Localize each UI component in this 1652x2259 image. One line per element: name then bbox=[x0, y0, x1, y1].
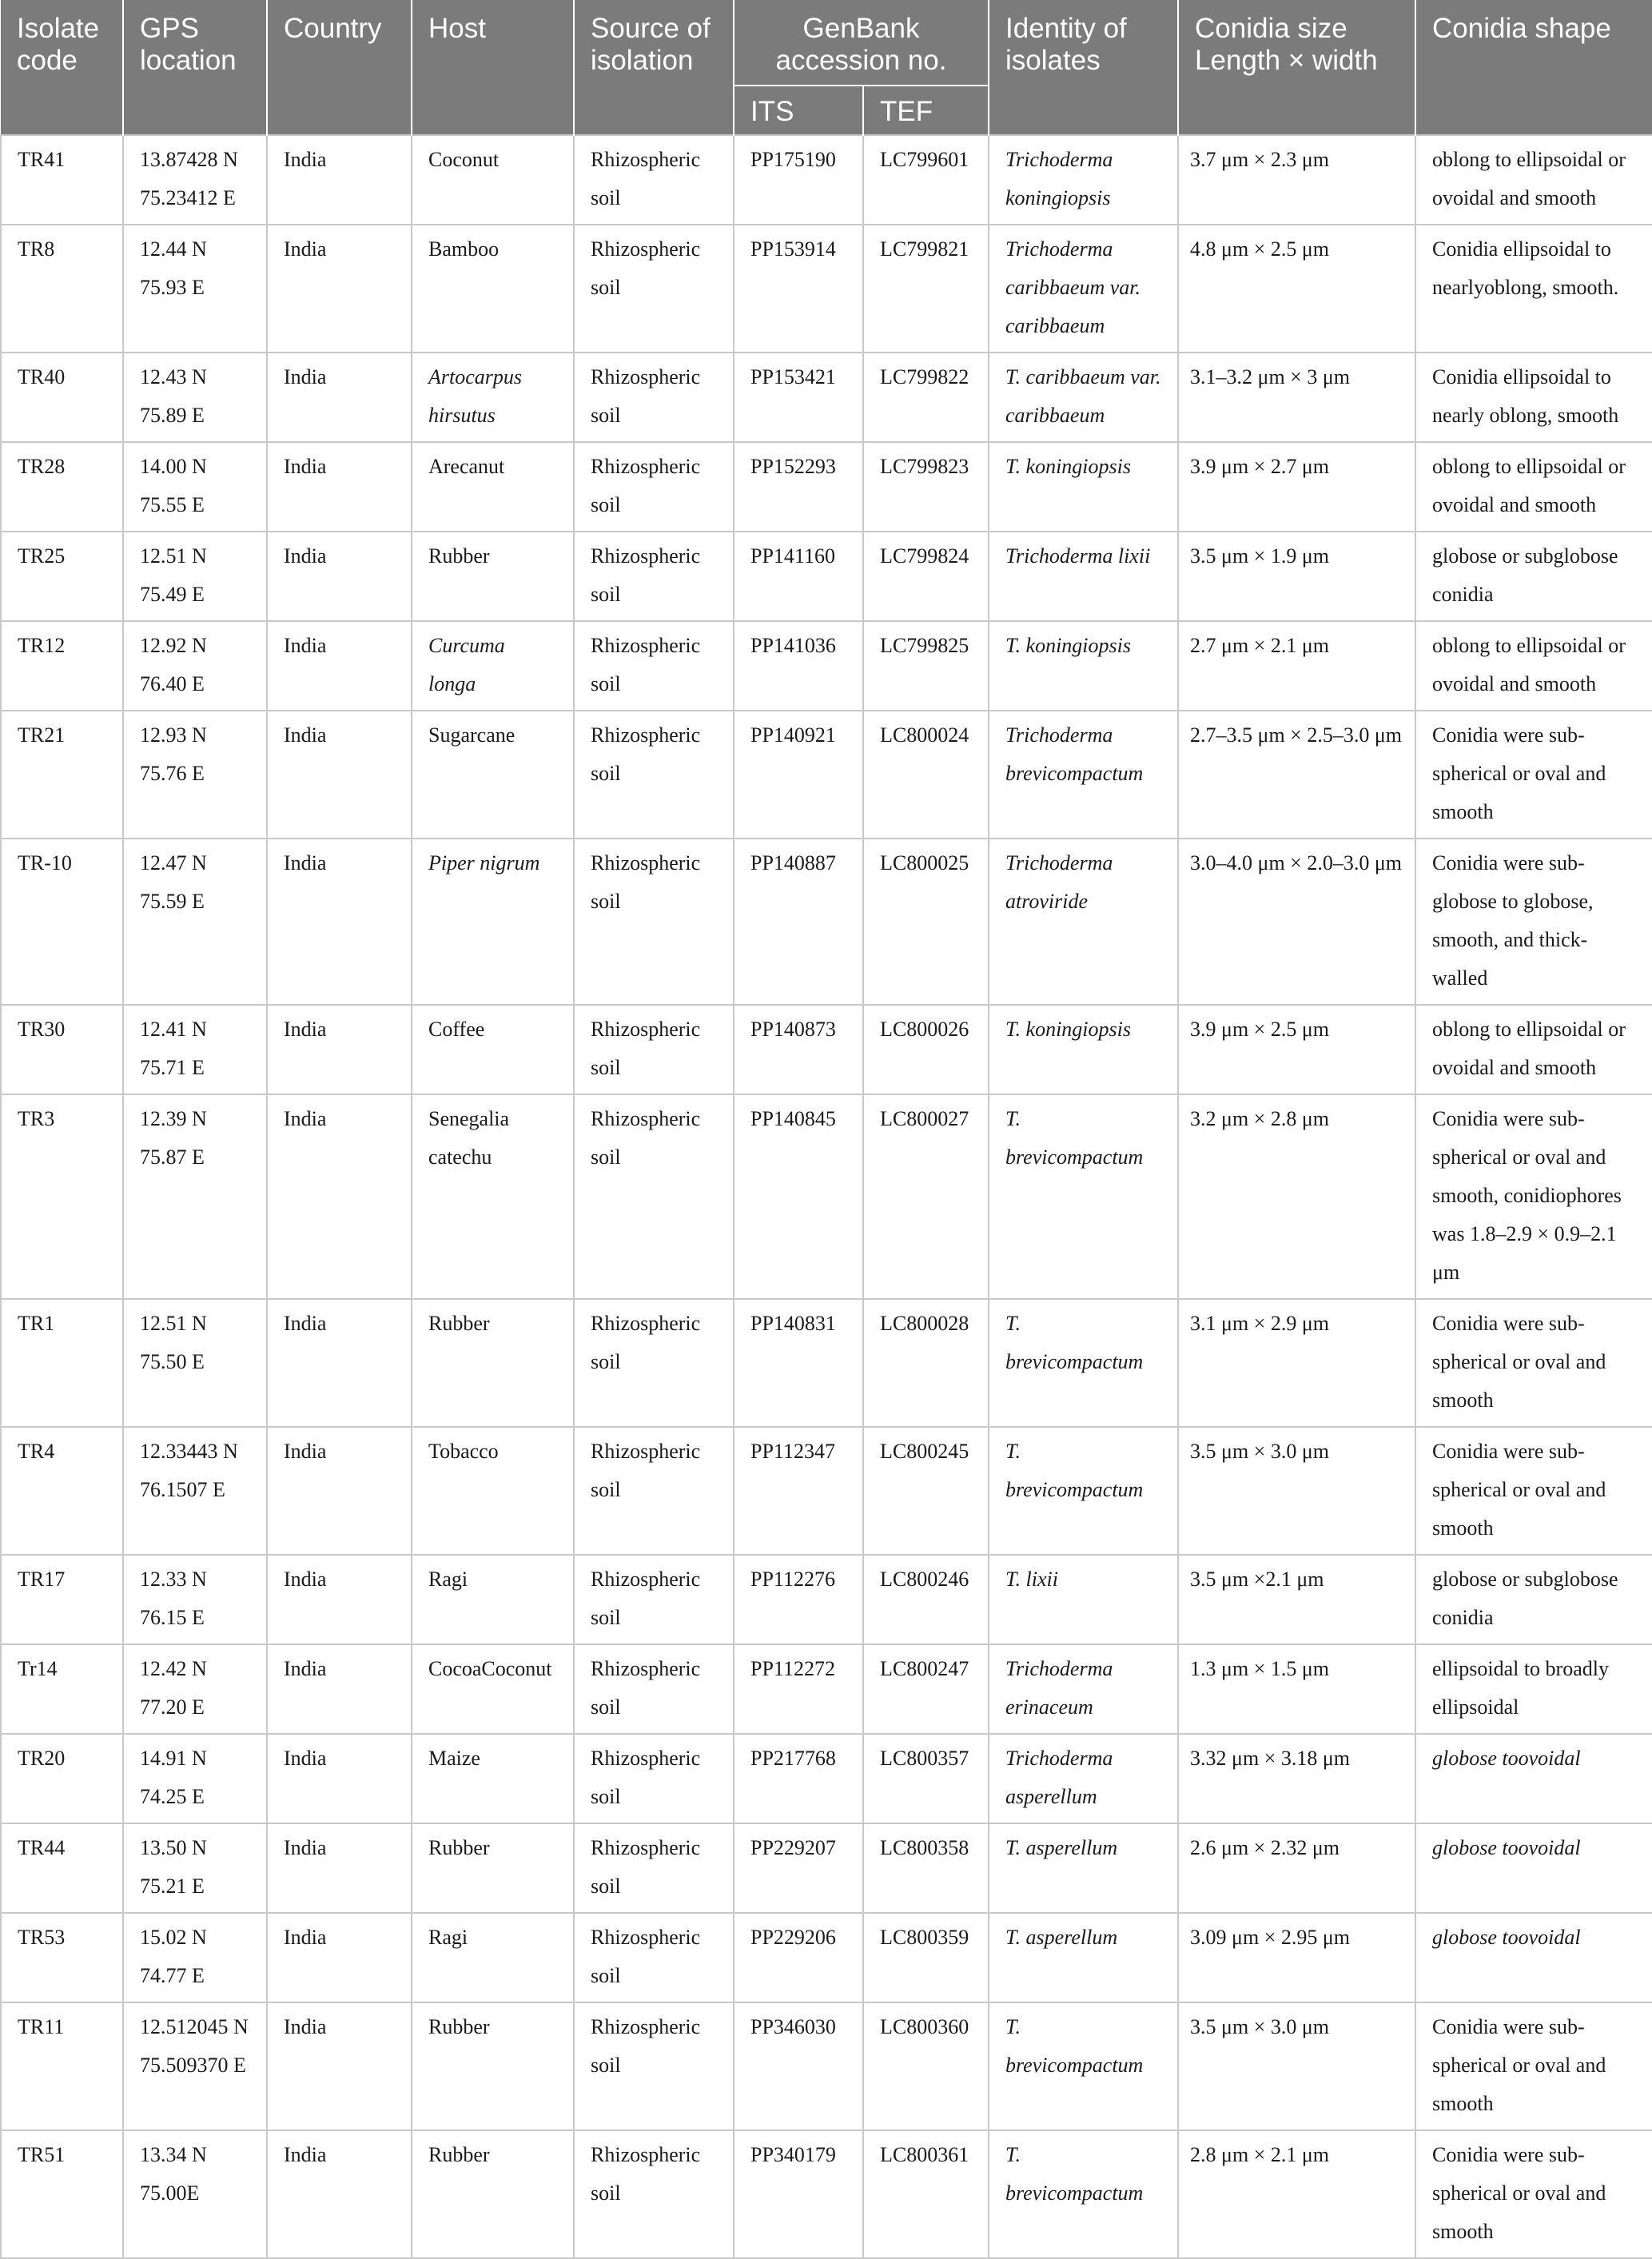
conidia-shape-cell: globose or subglobose conidia bbox=[1415, 532, 1652, 621]
gps-cell bbox=[123, 839, 267, 1005]
isolate-code-cell: TR8 bbox=[1, 225, 123, 353]
gps-cell bbox=[123, 1644, 267, 1734]
country-cell: India bbox=[267, 225, 412, 353]
tef-accession-cell: LC799823 bbox=[863, 442, 989, 532]
table-row bbox=[1, 711, 1652, 839]
table-row bbox=[1, 1555, 1652, 1644]
isolate-code-cell: Tr14 bbox=[1, 1644, 123, 1734]
host-cell: Sugarcane bbox=[412, 711, 574, 839]
conidia-size-cell: 3.9 μm × 2.5 μm bbox=[1178, 1005, 1415, 1094]
conidia-size-cell: 3.5 μm × 3.0 μm bbox=[1178, 2002, 1415, 2130]
conidia-shape-cell: oblong to ellipsoidal or ovoidal and smooth bbox=[1415, 621, 1652, 711]
host-cell: Ragi bbox=[412, 1555, 574, 1644]
its-accession-cell: PP140873 bbox=[734, 1005, 863, 1094]
gps-longitude: 75.49 E bbox=[140, 583, 205, 606]
country-cell: India bbox=[267, 2130, 412, 2258]
tef-accession-cell: LC800247 bbox=[863, 1644, 989, 1734]
header-host: Host bbox=[412, 0, 574, 135]
its-accession-cell: PP141160 bbox=[734, 532, 863, 621]
country-cell: India bbox=[267, 1644, 412, 1734]
host-cell: Coconut bbox=[412, 135, 574, 225]
country-cell: India bbox=[267, 1427, 412, 1555]
conidia-size-cell: 3.5 μm × 3.0 μm bbox=[1178, 1427, 1415, 1555]
source-cell: Rhizospheric soil bbox=[574, 532, 734, 621]
conidia-shape-cell: oblong to ellipsoidal or ovoidal and smooth bbox=[1415, 135, 1652, 225]
table-row bbox=[1, 621, 1652, 711]
tef-accession-cell: LC799824 bbox=[863, 532, 989, 621]
conidia-shape-cell: Conidia ellipsoidal to nearly oblong, smooth bbox=[1415, 353, 1652, 442]
gps-cell bbox=[123, 1734, 267, 1823]
host-cell: Artocarpus hirsutus bbox=[412, 353, 574, 442]
host-cell: Arecanut bbox=[412, 442, 574, 532]
gps-latitude: 12.43 N bbox=[140, 365, 207, 388]
host-cell: Rubber bbox=[412, 2130, 574, 2258]
isolate-code-cell: TR1 bbox=[1, 1299, 123, 1427]
conidia-shape-cell: Conidia were sub-spherical or oval and smooth bbox=[1415, 1427, 1652, 1555]
country-cell: India bbox=[267, 1094, 412, 1299]
its-accession-cell: PP340179 bbox=[734, 2130, 863, 2258]
source-cell: Rhizospheric soil bbox=[574, 1427, 734, 1555]
gps-cell bbox=[123, 353, 267, 442]
isolate-code-cell: TR44 bbox=[1, 1823, 123, 1913]
header-identity: Identity of isolates bbox=[989, 0, 1178, 135]
gps-longitude: 75.21 E bbox=[140, 1875, 205, 1898]
identity-cell: T. brevicompactum bbox=[989, 1094, 1178, 1299]
tef-accession-cell: LC800025 bbox=[863, 839, 989, 1005]
table-row bbox=[1, 135, 1652, 225]
conidia-shape-cell: Conidia ellipsoidal to nearlyoblong, smooth. bbox=[1415, 225, 1652, 353]
host-cell: Ragi bbox=[412, 1913, 574, 2002]
conidia-size-cell: 3.0–4.0 μm × 2.0–3.0 μm bbox=[1178, 839, 1415, 1005]
identity-cell: T. lixii bbox=[989, 1555, 1178, 1644]
conidia-size-cell: 2.7–3.5 μm × 2.5–3.0 μm bbox=[1178, 711, 1415, 839]
gps-cell bbox=[123, 621, 267, 711]
gps-longitude: 75.71 E bbox=[140, 1056, 205, 1079]
its-accession-cell: PP346030 bbox=[734, 2002, 863, 2130]
its-accession-cell: PP141036 bbox=[734, 621, 863, 711]
header-tef: TEF bbox=[863, 86, 989, 135]
gps-longitude: 75.76 E bbox=[140, 762, 205, 785]
gps-latitude: 12.512045 N bbox=[140, 2015, 249, 2038]
gps-latitude: 13.87428 N bbox=[140, 148, 238, 171]
gps-cell bbox=[123, 135, 267, 225]
its-accession-cell: PP112272 bbox=[734, 1644, 863, 1734]
conidia-size-cell: 2.8 μm × 2.1 μm bbox=[1178, 2130, 1415, 2258]
header-source: Source of isolation bbox=[574, 0, 734, 135]
its-accession-cell: PP140887 bbox=[734, 839, 863, 1005]
identity-cell: T. koningiopsis bbox=[989, 1005, 1178, 1094]
conidia-size-cell: 3.1–3.2 μm × 3 μm bbox=[1178, 353, 1415, 442]
host-cell: Coffee bbox=[412, 1005, 574, 1094]
conidia-shape-cell: globose toovoidal bbox=[1415, 1734, 1652, 1823]
isolate-code-cell: TR3 bbox=[1, 1094, 123, 1299]
conidia-size-cell: 3.09 μm × 2.95 μm bbox=[1178, 1913, 1415, 2002]
source-cell: Rhizospheric soil bbox=[574, 1555, 734, 1644]
gps-longitude: 75.59 E bbox=[140, 890, 205, 913]
isolate-code-cell: TR41 bbox=[1, 135, 123, 225]
table-row bbox=[1, 532, 1652, 621]
conidia-shape-cell: Conidia were sub-spherical or oval and smooth bbox=[1415, 2130, 1652, 2258]
its-accession-cell: PP152293 bbox=[734, 442, 863, 532]
source-cell: Rhizospheric soil bbox=[574, 442, 734, 532]
gps-latitude: 12.47 N bbox=[140, 851, 207, 875]
country-cell: India bbox=[267, 1005, 412, 1094]
tef-accession-cell: LC800245 bbox=[863, 1427, 989, 1555]
its-accession-cell: PP112347 bbox=[734, 1427, 863, 1555]
isolate-code-cell: TR25 bbox=[1, 532, 123, 621]
source-cell: Rhizospheric soil bbox=[574, 1005, 734, 1094]
conidia-size-cell: 3.1 μm × 2.9 μm bbox=[1178, 1299, 1415, 1427]
identity-cell: Trichoderma caribbaeum var. caribbaeum bbox=[989, 225, 1178, 353]
isolate-code-cell: TR28 bbox=[1, 442, 123, 532]
gps-cell bbox=[123, 532, 267, 621]
its-accession-cell: PP140845 bbox=[734, 1094, 863, 1299]
source-cell: Rhizospheric soil bbox=[574, 711, 734, 839]
isolate-code-cell: TR53 bbox=[1, 1913, 123, 2002]
isolate-code-cell: TR21 bbox=[1, 711, 123, 839]
gps-latitude: 12.39 N bbox=[140, 1107, 207, 1130]
source-cell: Rhizospheric soil bbox=[574, 621, 734, 711]
gps-cell bbox=[123, 1005, 267, 1094]
gps-latitude: 12.44 N bbox=[140, 237, 207, 261]
table-row bbox=[1, 2002, 1652, 2130]
host-cell: Tobacco bbox=[412, 1427, 574, 1555]
gps-longitude: 75.23412 E bbox=[140, 186, 236, 209]
table-row bbox=[1, 1823, 1652, 1913]
table-row bbox=[1, 1005, 1652, 1094]
gps-latitude: 12.51 N bbox=[140, 1312, 207, 1335]
source-cell: Rhizospheric soil bbox=[574, 2130, 734, 2258]
gps-longitude: 75.89 E bbox=[140, 404, 205, 427]
tef-accession-cell: LC800246 bbox=[863, 1555, 989, 1644]
identity-cell: T. koningiopsis bbox=[989, 442, 1178, 532]
country-cell: India bbox=[267, 2002, 412, 2130]
host-cell: Bamboo bbox=[412, 225, 574, 353]
gps-longitude: 74.25 E bbox=[140, 1785, 205, 1808]
conidia-shape-cell: Conidia were sub-spherical or oval and smooth bbox=[1415, 711, 1652, 839]
host-cell: Rubber bbox=[412, 1299, 574, 1427]
conidia-size-cell: 4.8 μm × 2.5 μm bbox=[1178, 225, 1415, 353]
gps-longitude: 76.1507 E bbox=[140, 1478, 225, 1501]
country-cell: India bbox=[267, 839, 412, 1005]
isolate-code-cell: TR12 bbox=[1, 621, 123, 711]
identity-cell: T. brevicompactum bbox=[989, 2130, 1178, 2258]
host-cell: CocoaCoconut bbox=[412, 1644, 574, 1734]
source-cell: Rhizospheric soil bbox=[574, 1823, 734, 1913]
its-accession-cell: PP229207 bbox=[734, 1823, 863, 1913]
identity-cell: T. asperellum bbox=[989, 1823, 1178, 1913]
its-accession-cell: PP153914 bbox=[734, 225, 863, 353]
country-cell: India bbox=[267, 532, 412, 621]
its-accession-cell: PP175190 bbox=[734, 135, 863, 225]
gps-cell bbox=[123, 1555, 267, 1644]
tef-accession-cell: LC799825 bbox=[863, 621, 989, 711]
conidia-shape-cell: Conidia were sub-globose to globose, smooth, and thick-walled bbox=[1415, 839, 1652, 1005]
header-country: Country bbox=[267, 0, 412, 135]
host-cell: Piper nigrum bbox=[412, 839, 574, 1005]
gps-cell bbox=[123, 225, 267, 353]
gps-latitude: 12.42 N bbox=[140, 1657, 207, 1680]
source-cell: Rhizospheric soil bbox=[574, 839, 734, 1005]
country-cell: India bbox=[267, 621, 412, 711]
identity-cell: Trichoderma koningiopsis bbox=[989, 135, 1178, 225]
table-row bbox=[1, 442, 1652, 532]
gps-longitude: 75.55 E bbox=[140, 493, 205, 516]
gps-longitude: 76.40 E bbox=[140, 672, 205, 695]
header-conidia-size: Conidia size Length × width bbox=[1178, 0, 1415, 135]
identity-cell: T. brevicompactum bbox=[989, 1427, 1178, 1555]
gps-cell bbox=[123, 1299, 267, 1427]
header-gps-location: GPS location bbox=[123, 0, 267, 135]
host-cell: Senegalia catechu bbox=[412, 1094, 574, 1299]
country-cell: India bbox=[267, 353, 412, 442]
table-row bbox=[1, 1913, 1652, 2002]
tef-accession-cell: LC800357 bbox=[863, 1734, 989, 1823]
header-conidia-shape: Conidia shape bbox=[1415, 0, 1652, 135]
table-row bbox=[1, 353, 1652, 442]
gps-cell bbox=[123, 1913, 267, 2002]
gps-latitude: 12.93 N bbox=[140, 723, 207, 747]
conidia-shape-cell: globose or subglobose conidia bbox=[1415, 1555, 1652, 1644]
isolate-code-cell: TR4 bbox=[1, 1427, 123, 1555]
gps-longitude: 75.00E bbox=[140, 2181, 200, 2205]
gps-latitude: 12.33443 N bbox=[140, 1440, 238, 1463]
host-cell: Curcuma longa bbox=[412, 621, 574, 711]
tef-accession-cell: LC800027 bbox=[863, 1094, 989, 1299]
header-genbank: GenBank accession no. bbox=[734, 0, 989, 86]
source-cell: Rhizospheric soil bbox=[574, 1734, 734, 1823]
source-cell: Rhizospheric soil bbox=[574, 1094, 734, 1299]
tef-accession-cell: LC800028 bbox=[863, 1299, 989, 1427]
conidia-size-cell: 3.5 μm × 1.9 μm bbox=[1178, 532, 1415, 621]
its-accession-cell: PP229206 bbox=[734, 1913, 863, 2002]
table-row bbox=[1, 1299, 1652, 1427]
conidia-shape-cell: oblong to ellipsoidal or ovoidal and smooth bbox=[1415, 1005, 1652, 1094]
identity-cell: Trichoderma lixii bbox=[989, 532, 1178, 621]
tef-accession-cell: LC800358 bbox=[863, 1823, 989, 1913]
country-cell: India bbox=[267, 1823, 412, 1913]
host-cell: Rubber bbox=[412, 532, 574, 621]
table-row bbox=[1, 225, 1652, 353]
conidia-size-cell: 3.9 μm × 2.7 μm bbox=[1178, 442, 1415, 532]
conidia-shape-cell: ellipsoidal to broadly ellipsoidal bbox=[1415, 1644, 1652, 1734]
table-body bbox=[1, 135, 1652, 2258]
gps-cell bbox=[123, 711, 267, 839]
gps-latitude: 15.02 N bbox=[140, 1926, 207, 1949]
country-cell: India bbox=[267, 1734, 412, 1823]
table-row bbox=[1, 1094, 1652, 1299]
its-accession-cell: PP112276 bbox=[734, 1555, 863, 1644]
isolate-code-cell: TR40 bbox=[1, 353, 123, 442]
conidia-shape-cell: globose toovoidal bbox=[1415, 1823, 1652, 1913]
gps-longitude: 75.509370 E bbox=[140, 2054, 246, 2077]
conidia-size-cell: 2.7 μm × 2.1 μm bbox=[1178, 621, 1415, 711]
conidia-size-cell: 3.32 μm × 3.18 μm bbox=[1178, 1734, 1415, 1823]
conidia-shape-cell: Conidia were sub-spherical or oval and smooth bbox=[1415, 1299, 1652, 1427]
isolate-code-cell: TR30 bbox=[1, 1005, 123, 1094]
header-isolate-code: Isolate code bbox=[1, 0, 123, 135]
identity-cell: T. caribbaeum var. caribbaeum bbox=[989, 353, 1178, 442]
its-accession-cell: PP217768 bbox=[734, 1734, 863, 1823]
isolate-code-cell: TR51 bbox=[1, 2130, 123, 2258]
source-cell: Rhizospheric soil bbox=[574, 2002, 734, 2130]
its-accession-cell: PP153421 bbox=[734, 353, 863, 442]
gps-latitude: 13.50 N bbox=[140, 1836, 207, 1859]
source-cell: Rhizospheric soil bbox=[574, 353, 734, 442]
gps-cell bbox=[123, 1094, 267, 1299]
source-cell: Rhizospheric soil bbox=[574, 225, 734, 353]
gps-cell bbox=[123, 442, 267, 532]
identity-cell: Trichoderma atroviride bbox=[989, 839, 1178, 1005]
identity-cell: Trichoderma asperellum bbox=[989, 1734, 1178, 1823]
source-cell: Rhizospheric soil bbox=[574, 1644, 734, 1734]
country-cell: India bbox=[267, 1913, 412, 2002]
isolate-code-cell: TR-10 bbox=[1, 839, 123, 1005]
gps-longitude: 74.77 E bbox=[140, 1964, 205, 1987]
gps-cell bbox=[123, 1823, 267, 1913]
gps-cell bbox=[123, 2130, 267, 2258]
isolate-code-cell: TR11 bbox=[1, 2002, 123, 2130]
identity-cell: T. brevicompactum bbox=[989, 2002, 1178, 2130]
conidia-shape-cell: Conidia were sub-spherical or oval and smooth bbox=[1415, 2002, 1652, 2130]
country-cell: India bbox=[267, 135, 412, 225]
identity-cell: T. brevicompactum bbox=[989, 1299, 1178, 1427]
table-row bbox=[1, 839, 1652, 1005]
country-cell: India bbox=[267, 1299, 412, 1427]
gps-longitude: 75.50 E bbox=[140, 1350, 205, 1373]
its-accession-cell: PP140921 bbox=[734, 711, 863, 839]
table-row bbox=[1, 2130, 1652, 2258]
host-cell: Maize bbox=[412, 1734, 574, 1823]
identity-cell: Trichoderma erinaceum bbox=[989, 1644, 1178, 1734]
gps-latitude: 12.92 N bbox=[140, 634, 207, 657]
country-cell: India bbox=[267, 711, 412, 839]
host-cell: Rubber bbox=[412, 2002, 574, 2130]
conidia-shape-cell: globose toovoidal bbox=[1415, 1913, 1652, 2002]
gps-latitude: 12.33 N bbox=[140, 1568, 207, 1591]
identity-cell: Trichoderma brevicompactum bbox=[989, 711, 1178, 839]
identity-cell: T. asperellum bbox=[989, 1913, 1178, 2002]
identity-cell: T. koningiopsis bbox=[989, 621, 1178, 711]
source-cell: Rhizospheric soil bbox=[574, 1299, 734, 1427]
table-header bbox=[1, 0, 1652, 135]
host-cell: Rubber bbox=[412, 1823, 574, 1913]
conidia-shape-cell: oblong to ellipsoidal or ovoidal and smooth bbox=[1415, 442, 1652, 532]
country-cell: India bbox=[267, 442, 412, 532]
gps-longitude: 77.20 E bbox=[140, 1695, 205, 1719]
source-cell: Rhizospheric soil bbox=[574, 135, 734, 225]
its-accession-cell: PP140831 bbox=[734, 1299, 863, 1427]
conidia-size-cell: 2.6 μm × 2.32 μm bbox=[1178, 1823, 1415, 1913]
conidia-shape-cell: Conidia were sub-spherical or oval and smooth, conidiophores was 1.8–2.9 × 0.9–2.1 μm bbox=[1415, 1094, 1652, 1299]
isolate-code-cell: TR20 bbox=[1, 1734, 123, 1823]
isolate-code-cell: TR17 bbox=[1, 1555, 123, 1644]
table-row bbox=[1, 1734, 1652, 1823]
tef-accession-cell: LC800026 bbox=[863, 1005, 989, 1094]
header-its: ITS bbox=[734, 86, 863, 135]
gps-latitude: 14.91 N bbox=[140, 1747, 207, 1770]
gps-longitude: 76.15 E bbox=[140, 1606, 205, 1629]
gps-longitude: 75.93 E bbox=[140, 276, 205, 299]
source-cell: Rhizospheric soil bbox=[574, 1913, 734, 2002]
country-cell: India bbox=[267, 1555, 412, 1644]
tef-accession-cell: LC799822 bbox=[863, 353, 989, 442]
tef-accession-cell: LC800360 bbox=[863, 2002, 989, 2130]
tef-accession-cell: LC800361 bbox=[863, 2130, 989, 2258]
gps-latitude: 13.34 N bbox=[140, 2143, 207, 2166]
conidia-size-cell: 3.5 μm ×2.1 μm bbox=[1178, 1555, 1415, 1644]
tef-accession-cell: LC799821 bbox=[863, 225, 989, 353]
gps-latitude: 12.51 N bbox=[140, 544, 207, 568]
tef-accession-cell: LC800359 bbox=[863, 1913, 989, 2002]
table-row bbox=[1, 1644, 1652, 1734]
table-row bbox=[1, 1427, 1652, 1555]
tef-accession-cell: LC800024 bbox=[863, 711, 989, 839]
gps-latitude: 14.00 N bbox=[140, 455, 207, 478]
gps-latitude: 12.41 N bbox=[140, 1018, 207, 1041]
gps-cell bbox=[123, 2002, 267, 2130]
conidia-size-cell: 3.2 μm × 2.8 μm bbox=[1178, 1094, 1415, 1299]
conidia-size-cell: 3.7 μm × 2.3 μm bbox=[1178, 135, 1415, 225]
gps-longitude: 75.87 E bbox=[140, 1145, 205, 1169]
gps-cell bbox=[123, 1427, 267, 1555]
conidia-size-cell: 1.3 μm × 1.5 μm bbox=[1178, 1644, 1415, 1734]
tef-accession-cell: LC799601 bbox=[863, 135, 989, 225]
